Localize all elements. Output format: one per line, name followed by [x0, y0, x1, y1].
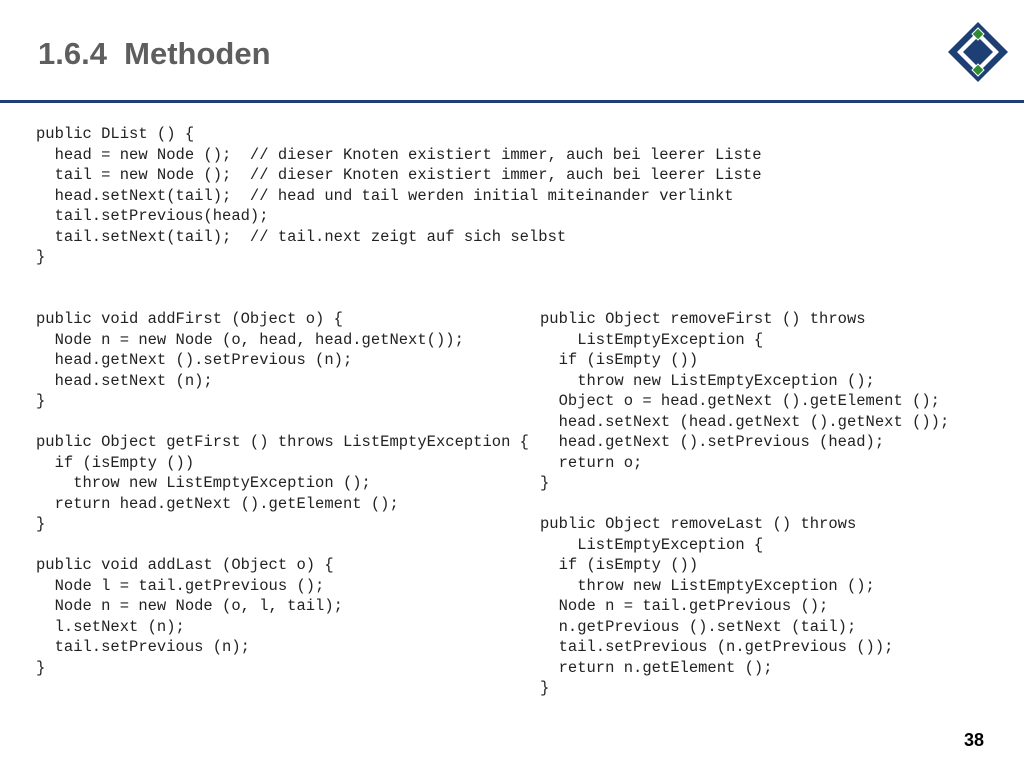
slide-title: 1.6.4 Methoden [38, 36, 271, 71]
code-block-constructor: public DList () { head = new Node (); // dieser Knoten existiert immer, auch bei leerer Liste tail = new Node (); // dieser Knoten existiert immer, auch bei leerer Liste head.setNext(tail); // head und tail werden initial miteinander verlinkt tail.setPrevious(head); tail.setNext(tail); // tail.next zeigt auf sich selbst } [36, 125, 762, 266]
code-block-left-column: public void addFirst (Object o) { Node n = new Node (o, head, head.getNext()); head.getNext ().setPrevious (n); head.setNext (n); } public Object getFirst () throws ListEmptyException { if (isEmpty ()) throw new ListEmptyException (); return head.getNext ().getElement (); } public void addLast (Object o) { Node l = tail.getPrevious (); Node n = new Node (o, l, tail); l.setNext (n); tail.setPrevious (n); } [36, 310, 529, 677]
title-divider [0, 100, 1024, 103]
page-number: 38 [964, 730, 985, 750]
code-block-right-column: public Object removeFirst () throws ListEmptyException { if (isEmpty ()) throw new ListEmptyException (); Object o = head.getNext ().getElement (); head.setNext (head.getNext ().getNext ()); head.getNext ().setPrevious (head); return o; } public Object removeLast () throws ListEmptyException { if (isEmpty ()) throw new ListEmptyException (); Node n = tail.getPrevious (); n.getPrevious ().setNext (tail); tail.setPrevious (n.getPrevious ()); return n.getElement (); } [540, 310, 950, 697]
diamond-logo-icon [946, 20, 1010, 84]
